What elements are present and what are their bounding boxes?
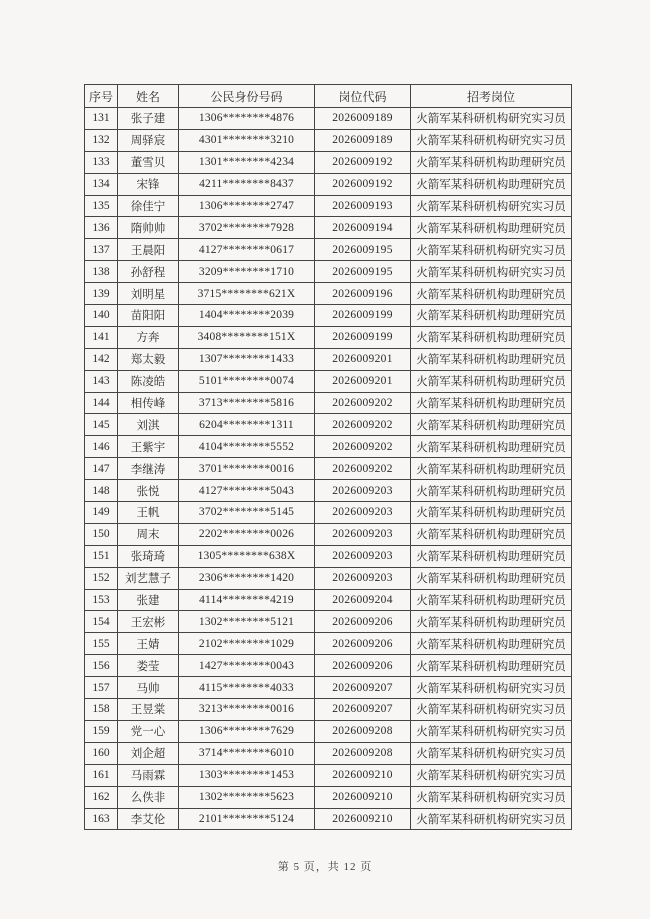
cell-position-title: 火箭军某科研机构助理研究员 [411,545,572,567]
cell-position-code: 2026009207 [315,677,411,699]
header-position: 招考岗位 [411,85,572,108]
cell-citizen-id: 3702********5145 [179,502,315,524]
cell-name: 隋帅帅 [118,217,179,239]
table-row [85,786,572,808]
cell-name: 李艾伦 [118,808,179,830]
cell-position-title: 火箭军某科研机构助理研究员 [411,326,572,348]
cell-name: 张子建 [118,108,179,130]
cell-position-title: 火箭军某科研机构研究实习员 [411,808,572,830]
cell-seq-no: 133 [85,151,118,173]
header-position-code: 岗位代码 [315,85,411,108]
cell-citizen-id: 1301********4234 [179,151,315,173]
cell-name: 董雪贝 [118,151,179,173]
cell-name: 陈凌皓 [118,370,179,392]
cell-seq-no: 151 [85,545,118,567]
table-row [85,283,572,305]
cell-position-title: 火箭军某科研机构研究实习员 [411,261,572,283]
cell-position-title: 火箭军某科研机构研究实习员 [411,764,572,786]
cell-seq-no: 132 [85,129,118,151]
cell-seq-no: 134 [85,173,118,195]
table-row [85,699,572,721]
cell-position-code: 2026009194 [315,217,411,239]
cell-citizen-id: 1306********7629 [179,720,315,742]
cell-citizen-id: 3701********0016 [179,458,315,480]
cell-position-title: 火箭军某科研机构助理研究员 [411,151,572,173]
cell-position-title: 火箭军某科研机构助理研究员 [411,392,572,414]
table-row [85,305,572,327]
cell-position-title: 火箭军某科研机构助理研究员 [411,348,572,370]
cell-position-title: 火箭军某科研机构助理研究员 [411,217,572,239]
cell-citizen-id: 3715********621X [179,283,315,305]
cell-seq-no: 142 [85,348,118,370]
cell-citizen-id: 5101********0074 [179,370,315,392]
cell-seq-no: 139 [85,283,118,305]
roster-table [84,84,572,830]
cell-position-code: 2026009195 [315,261,411,283]
cell-seq-no: 152 [85,567,118,589]
cell-position-title: 火箭军某科研机构研究实习员 [411,786,572,808]
cell-citizen-id: 4211********8437 [179,173,315,195]
cell-position-title: 火箭军某科研机构研究实习员 [411,699,572,721]
cell-seq-no: 158 [85,699,118,721]
cell-position-title: 火箭军某科研机构研究实习员 [411,239,572,261]
cell-name: 张琦琦 [118,545,179,567]
cell-seq-no: 140 [85,305,118,327]
cell-citizen-id: 1306********2747 [179,195,315,217]
table-row [85,545,572,567]
cell-name: 张悦 [118,480,179,502]
cell-citizen-id: 6204********1311 [179,414,315,436]
cell-name: 王昱棠 [118,699,179,721]
cell-position-code: 2026009204 [315,589,411,611]
cell-name: 马雨霖 [118,764,179,786]
cell-position-title: 火箭军某科研机构研究实习员 [411,677,572,699]
header-name: 姓名 [118,85,179,108]
cell-position-title: 火箭军某科研机构助理研究员 [411,173,572,195]
cell-position-title: 火箭军某科研机构助理研究员 [411,567,572,589]
cell-position-title: 火箭军某科研机构助理研究员 [411,370,572,392]
cell-name: 孙舒程 [118,261,179,283]
cell-seq-no: 154 [85,611,118,633]
cell-seq-no: 144 [85,392,118,414]
cell-position-code: 2026009195 [315,239,411,261]
table-row [85,392,572,414]
table-row [85,348,572,370]
cell-position-code: 2026009193 [315,195,411,217]
cell-position-code: 2026009199 [315,305,411,327]
cell-citizen-id: 4104********5552 [179,436,315,458]
cell-name: 王晨阳 [118,239,179,261]
cell-seq-no: 155 [85,633,118,655]
cell-position-title: 火箭军某科研机构助理研究员 [411,502,572,524]
cell-name: 宋锋 [118,173,179,195]
cell-seq-no: 160 [85,742,118,764]
cell-name: 李继涛 [118,458,179,480]
cell-position-title: 火箭军某科研机构助理研究员 [411,458,572,480]
cell-position-title: 火箭军某科研机构助理研究员 [411,414,572,436]
cell-name: 郑太毅 [118,348,179,370]
table-row [85,436,572,458]
cell-seq-no: 141 [85,326,118,348]
cell-position-code: 2026009189 [315,108,411,130]
cell-seq-no: 153 [85,589,118,611]
cell-position-code: 2026009208 [315,720,411,742]
cell-position-code: 2026009192 [315,151,411,173]
cell-citizen-id: 1306********4876 [179,108,315,130]
cell-position-title: 火箭军某科研机构助理研究员 [411,523,572,545]
cell-position-code: 2026009196 [315,283,411,305]
page-footer: 第 5 页，共 12 页 [277,861,373,873]
cell-position-code: 2026009208 [315,742,411,764]
table-row [85,502,572,524]
cell-seq-no: 148 [85,480,118,502]
cell-name: 刘艺慧子 [118,567,179,589]
cell-citizen-id: 4301********3210 [179,129,315,151]
header-seq-no: 序号 [85,85,118,108]
table-row [85,173,572,195]
cell-name: 周驿宸 [118,129,179,151]
cell-name: 王帆 [118,502,179,524]
table-row [85,611,572,633]
cell-position-code: 2026009210 [315,808,411,830]
cell-name: 马帅 [118,677,179,699]
cell-name: 党一心 [118,720,179,742]
cell-position-code: 2026009203 [315,480,411,502]
cell-position-code: 2026009203 [315,502,411,524]
cell-position-code: 2026009206 [315,633,411,655]
cell-citizen-id: 1302********5121 [179,611,315,633]
cell-position-title: 火箭军某科研机构助理研究员 [411,436,572,458]
cell-seq-no: 145 [85,414,118,436]
cell-seq-no: 161 [85,764,118,786]
cell-position-code: 2026009201 [315,348,411,370]
cell-position-code: 2026009202 [315,436,411,458]
cell-citizen-id: 3714********6010 [179,742,315,764]
table-row [85,808,572,830]
table-row [85,370,572,392]
cell-citizen-id: 2101********5124 [179,808,315,830]
cell-position-code: 2026009201 [315,370,411,392]
table-row [85,151,572,173]
cell-seq-no: 163 [85,808,118,830]
cell-name: 相传峰 [118,392,179,414]
cell-seq-no: 131 [85,108,118,130]
cell-position-code: 2026009210 [315,764,411,786]
cell-name: 刘企超 [118,742,179,764]
cell-seq-no: 159 [85,720,118,742]
cell-citizen-id: 1404********2039 [179,305,315,327]
table-row [85,764,572,786]
cell-position-code: 2026009192 [315,173,411,195]
cell-citizen-id: 4114********4219 [179,589,315,611]
table-row [85,677,572,699]
cell-citizen-id: 3713********5816 [179,392,315,414]
cell-name: 周末 [118,523,179,545]
cell-position-title: 火箭军某科研机构助理研究员 [411,611,572,633]
cell-position-code: 2026009199 [315,326,411,348]
cell-citizen-id: 1303********1453 [179,764,315,786]
table-row [85,720,572,742]
table-row [85,458,572,480]
table-row [85,633,572,655]
cell-position-code: 2026009206 [315,611,411,633]
cell-citizen-id: 4127********0617 [179,239,315,261]
table-row [85,523,572,545]
table-row [85,589,572,611]
cell-citizen-id: 1427********0043 [179,655,315,677]
table-row [85,108,572,130]
cell-name: 张建 [118,589,179,611]
cell-citizen-id: 2102********1029 [179,633,315,655]
cell-name: 徐佳宁 [118,195,179,217]
cell-position-title: 火箭军某科研机构助理研究员 [411,480,572,502]
table-row [85,742,572,764]
cell-position-code: 2026009206 [315,655,411,677]
cell-citizen-id: 4127********5043 [179,480,315,502]
cell-citizen-id: 2306********1420 [179,567,315,589]
cell-citizen-id: 3408********151X [179,326,315,348]
cell-position-title: 火箭军某科研机构助理研究员 [411,655,572,677]
cell-position-title: 火箭军某科研机构研究实习员 [411,195,572,217]
cell-name: 刘明星 [118,283,179,305]
document-page [84,84,572,830]
cell-position-code: 2026009189 [315,129,411,151]
cell-name: 方奔 [118,326,179,348]
cell-position-title: 火箭军某科研机构助理研究员 [411,283,572,305]
cell-position-code: 2026009203 [315,545,411,567]
cell-seq-no: 156 [85,655,118,677]
cell-position-code: 2026009202 [315,392,411,414]
cell-name: 王紫宇 [118,436,179,458]
cell-position-code: 2026009203 [315,523,411,545]
cell-name: 娄莹 [118,655,179,677]
cell-position-title: 火箭军某科研机构研究实习员 [411,720,572,742]
cell-position-code: 2026009210 [315,786,411,808]
table-row [85,261,572,283]
cell-seq-no: 157 [85,677,118,699]
table-row [85,217,572,239]
cell-position-title: 火箭军某科研机构研究实习员 [411,129,572,151]
cell-position-title: 火箭军某科研机构研究实习员 [411,742,572,764]
cell-position-title: 火箭军某科研机构研究实习员 [411,108,572,130]
cell-name: 王婧 [118,633,179,655]
table-row [85,129,572,151]
cell-seq-no: 135 [85,195,118,217]
cell-name: 苗阳阳 [118,305,179,327]
cell-seq-no: 138 [85,261,118,283]
cell-citizen-id: 1305********638X [179,545,315,567]
cell-seq-no: 150 [85,523,118,545]
cell-name: 么佚非 [118,786,179,808]
cell-citizen-id: 1307********1433 [179,348,315,370]
cell-citizen-id: 2202********0026 [179,523,315,545]
table-row [85,414,572,436]
table-header-row [85,85,572,108]
table-row [85,239,572,261]
header-citizen-id: 公民身份号码 [179,85,315,108]
cell-position-code: 2026009207 [315,699,411,721]
cell-citizen-id: 3702********7928 [179,217,315,239]
cell-seq-no: 147 [85,458,118,480]
cell-citizen-id: 3213********0016 [179,699,315,721]
cell-name: 刘淇 [118,414,179,436]
cell-seq-no: 137 [85,239,118,261]
table-row [85,326,572,348]
cell-position-title: 火箭军某科研机构助理研究员 [411,305,572,327]
cell-citizen-id: 1302********5623 [179,786,315,808]
cell-position-code: 2026009203 [315,567,411,589]
cell-seq-no: 136 [85,217,118,239]
table-row [85,655,572,677]
cell-seq-no: 162 [85,786,118,808]
cell-seq-no: 149 [85,502,118,524]
cell-position-code: 2026009202 [315,414,411,436]
cell-position-code: 2026009202 [315,458,411,480]
cell-position-title: 火箭军某科研机构助理研究员 [411,633,572,655]
cell-name: 王宏彬 [118,611,179,633]
cell-citizen-id: 4115********4033 [179,677,315,699]
cell-citizen-id: 3209********1710 [179,261,315,283]
cell-position-title: 火箭军某科研机构助理研究员 [411,589,572,611]
cell-seq-no: 146 [85,436,118,458]
cell-seq-no: 143 [85,370,118,392]
table-row [85,567,572,589]
table-row [85,195,572,217]
table-row [85,480,572,502]
